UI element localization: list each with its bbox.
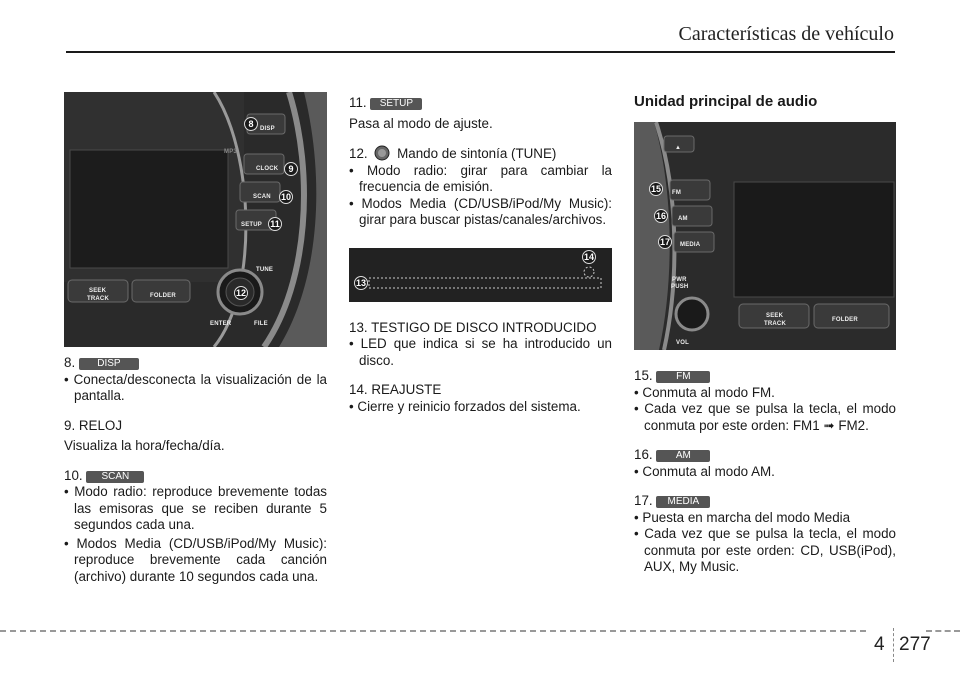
item-16 (634, 447, 896, 480)
track-label: TRACK (87, 296, 109, 302)
item-11 (349, 95, 612, 132)
disc-slot-photo (349, 248, 612, 302)
footer-dashed-rule-left (0, 630, 866, 632)
item-8-bullet: • Conecta/desconecta la visualización de la pantalla. (64, 371, 327, 403)
item-9-desc: Visualiza la hora/fecha/día. (64, 438, 225, 453)
chapter-number: 4 (874, 634, 885, 655)
item-8 (64, 355, 327, 405)
header-title: Características de vehículo (678, 23, 894, 45)
header-rule (66, 51, 895, 53)
disc-slot-illustration (349, 248, 612, 302)
callout-11: 11 (268, 217, 282, 231)
setup-button-label: SETUP (241, 222, 263, 228)
callout-9: 9 (284, 162, 298, 176)
item-9 (64, 418, 327, 455)
item-9-title: 9. RELOJ (64, 417, 123, 433)
item-13-bullet: • LED que indica si se ha introducido un disco. (349, 336, 612, 368)
fm-button-label: FM (672, 190, 682, 196)
fm-badge: FM (656, 371, 710, 383)
folder-label-right: FOLDER (832, 317, 858, 323)
folder-label: FOLDER (150, 293, 176, 299)
item-12-number: 12. (349, 146, 368, 161)
callout-17: 17 (659, 237, 670, 247)
push-label: PUSH (671, 284, 689, 290)
seek-label: SEEK (89, 288, 107, 294)
setup-badge: SETUP (370, 98, 422, 110)
head-unit-photo-right-side (64, 92, 327, 347)
scan-button-label: SCAN (253, 194, 271, 200)
item-15 (634, 368, 896, 434)
tune-knob-icon (374, 145, 390, 161)
item-11-desc: Pasa al modo de ajuste. (349, 115, 493, 131)
vol-label: VOL (676, 340, 689, 346)
file-label: FILE (254, 321, 268, 327)
item-15-bullet-1: • Conmuta al modo FM. (634, 384, 775, 400)
column-middle (349, 95, 612, 415)
item-17 (634, 493, 896, 576)
disp-button-label: DISP (260, 126, 275, 132)
item-12-bullet-radio: • Modo radio: girar para cambiar la frecuencia de emisión. (349, 162, 612, 194)
callout-10: 10 (280, 192, 291, 202)
item-17-number: 17. (634, 493, 653, 508)
item-14 (349, 382, 612, 415)
mp3-label: MP3 (224, 149, 237, 155)
item-10-bullet-media: • Modos Media (CD/USB/iPod/My Music): reproduce brevemente cada canción (archivo) durante 10 segundos cada una. (64, 535, 327, 584)
am-button-label: AM (678, 216, 688, 222)
callout-13: 13 (355, 277, 366, 288)
callout-12: 12 (235, 288, 246, 298)
disp-badge: DISP (79, 358, 139, 370)
am-badge: AM (656, 450, 710, 462)
item-17-bullet-2: • Cada vez que se pulsa la tecla, el modo conmuta por este orden: CD, USB(iPod), AUX, My Music. (634, 526, 896, 574)
pwr-label: PWR (672, 277, 687, 283)
item-15-number: 15. (634, 368, 653, 383)
item-12 (349, 145, 612, 229)
scan-badge: SCAN (86, 471, 144, 483)
item-13 (349, 320, 612, 370)
tune-label: TUNE (256, 267, 274, 273)
page-number: 277 (899, 634, 931, 655)
media-button-label: MEDIA (680, 242, 701, 248)
item-8-number: 8. (64, 355, 76, 370)
callout-8: 8 (244, 117, 258, 131)
clock-button-label: CLOCK (256, 166, 279, 172)
column-left (64, 92, 327, 585)
column-right (634, 93, 896, 576)
seek-label-right: SEEK (766, 313, 784, 319)
item-10-number: 10. (64, 467, 83, 483)
item-12-bullet-media: • Modos Media (CD/USB/iPod/My Music): girar para buscar pistas/canales/archivos. (349, 195, 612, 227)
item-14-title: 14. REAJUSTE (349, 382, 442, 397)
enter-label: ENTER (210, 321, 232, 327)
item-16-bullet: • Conmuta al modo AM. (634, 463, 775, 479)
callout-16: 16 (655, 211, 666, 221)
callout-14: 14 (583, 251, 594, 262)
callout-15: 15 (650, 184, 661, 194)
item-11-number: 11. (349, 95, 367, 110)
item-17-bullet-1: • Puesta en marcha del modo Media (634, 509, 851, 525)
section-title: Unidad principal de audio (634, 93, 818, 110)
item-12-title: Mando de sintonía (TUNE) (397, 146, 557, 161)
footer-page-separator (893, 628, 894, 662)
head-unit-photo-left-side (634, 122, 896, 350)
track-label-right: TRACK (764, 321, 786, 327)
item-15-bullet-2: • Cada vez que se pulsa la tecla, el modo conmuta por este orden: FM1 ➟ FM2. (634, 401, 896, 433)
item-14-bullet: • Cierre y reinicio forzados del sistema. (349, 398, 581, 414)
item-10-bullet-radio: • Modo radio: reproduce brevemente todas las emisoras que se reciben durante 5 segundos cada una. (64, 484, 327, 532)
footer-dashed-rule-right (926, 630, 960, 632)
item-16-number: 16. (634, 447, 653, 462)
eject-icon: ▲ (675, 145, 682, 151)
head-unit-illustration (64, 92, 327, 347)
item-10 (64, 468, 327, 586)
media-badge: MEDIA (656, 496, 710, 508)
item-13-title: 13. TESTIGO DE DISCO INTRODUCIDO (349, 319, 597, 335)
